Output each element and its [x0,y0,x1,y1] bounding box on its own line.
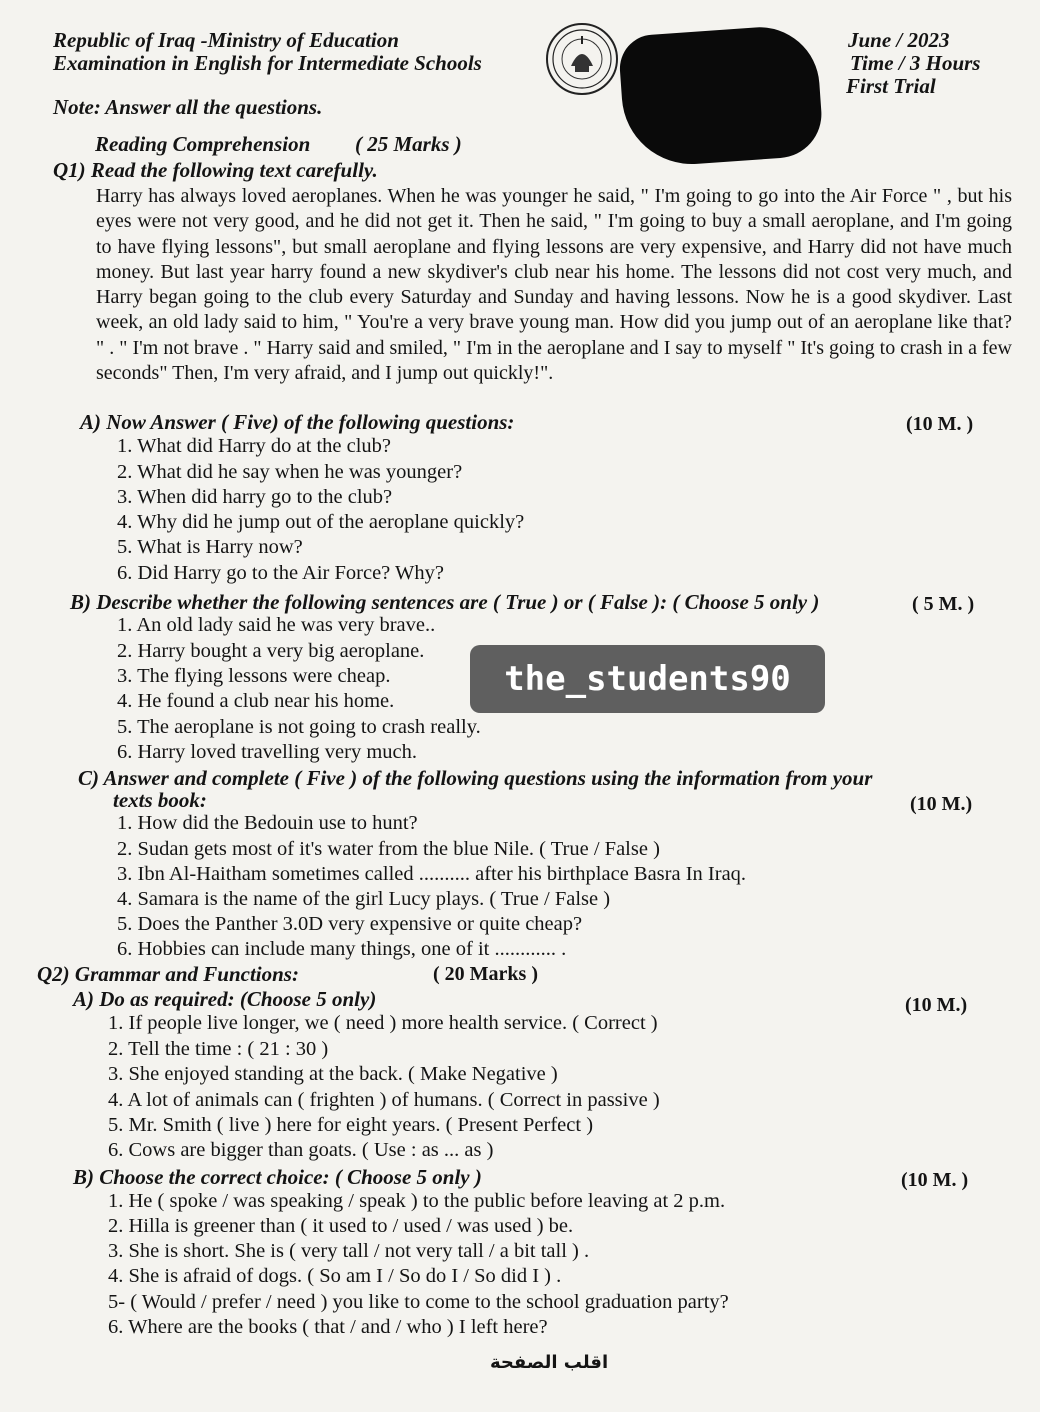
list-item: 1. He ( spoke / was speaking / speak ) to the public before leaving at 2 p.m. [108,1190,726,1212]
list-item: 3. She is short. She is ( very tall / not very tall / a bit tall ) . [108,1240,590,1262]
turn-page-note: اقلب الصفحة [490,1352,609,1373]
list-item: 3. The flying lessons were cheap. [117,665,391,687]
list-item: 1. If people live longer, we ( need ) more health service. ( Correct ) [108,1012,658,1034]
list-item: 4. He found a club near his home. [117,690,395,712]
list-item: 2. What did he say when he was younger? [117,461,463,483]
watermark-label: the_students90 [470,645,825,713]
section-c-marks: (10 M.) [910,793,973,815]
q2-a-title: A) Do as required: (Choose 5 only) [73,987,377,1011]
section-a-title: A) Now Answer ( Five) of the following questions: [80,410,515,434]
list-item: 1. What did Harry do at the club? [117,435,392,457]
list-item: 4. Samara is the name of the girl Lucy plays. ( True / False ) [117,888,611,910]
q2-b-marks: (10 M. ) [901,1169,969,1191]
redaction-mark [618,23,825,168]
list-item: 2. Tell the time : ( 21 : 30 ) [108,1038,329,1060]
list-item: 5. The aeroplane is not going to crash really. [117,716,481,738]
header-trial: First Trial [846,74,936,98]
q2-title: Q2) Grammar and Functions: [37,962,299,986]
list-item: 6. Harry loved travelling very much. [117,741,418,763]
q2-a-marks: (10 M.) [905,994,968,1016]
section-a-marks: (10 M. ) [906,413,974,435]
reading-marks: ( 25 Marks ) [355,132,462,156]
q1-label: Q1) Read the following text carefully. [53,158,378,182]
list-item: 1. How did the Bedouin use to hunt? [117,812,418,834]
exam-note: Note: Answer all the questions. [53,95,323,119]
list-item: 3. When did harry go to the club? [117,486,393,508]
q2-b-title: B) Choose the correct choice: ( Choose 5 only ) [73,1165,482,1189]
list-item: 2. Hilla is greener than ( it used to / used / was used ) be. [108,1215,574,1237]
section-c-title: C) Answer and complete ( Five ) of the following questions using the information from your [78,766,873,790]
list-item: 6. Where are the books ( that / and / who ) I left here? [108,1316,548,1338]
list-item: 5. Mr. Smith ( live ) here for eight years. ( Present Perfect ) [108,1114,594,1136]
list-item: 4. Why did he jump out of the aeroplane quickly? [117,511,525,533]
list-item: 1. An old lady said he was very brave.. [117,614,436,636]
list-item: 5. Does the Panther 3.0D very expensive or quite cheap? [117,913,583,935]
list-item: 4. A lot of animals can ( frighten ) of humans. ( Correct in passive ) [108,1089,660,1111]
list-item: 2. Sudan gets most of it's water from the blue Nile. ( True / False ) [117,838,660,860]
list-item: 6. Hobbies can include many things, one of it ............ . [117,938,567,960]
reading-title: Reading Comprehension [95,132,311,156]
list-item: 2. Harry bought a very big aeroplane. [117,640,425,662]
list-item: 3. Ibn Al-Haitham sometimes called .......... after his birthplace Basra In Iraq. [117,863,747,885]
reading-passage [96,184,1012,386]
list-item: 5. What is Harry now? [117,536,303,558]
header-date: June / 2023 [848,28,950,52]
list-item: 3. She enjoyed standing at the back. ( Make Negative ) [108,1063,558,1085]
header-exam-title: Examination in English for Intermediate Schools [53,51,482,75]
list-item: 5- ( Would / prefer / need ) you like to come to the school graduation party? [108,1291,729,1313]
passage-text: Harry has always loved aeroplanes. When he was younger he said, " I'm going to go into the Air Force " , but his eyes were not very good, and he did not get it. Then he said, " I'm going to buy a small aeroplane, and I'm going to have flying lessons", but small aeroplane and flying lessons are very expensive, and Harry did not have much money. But last year harry found a new skydiver's club near his home. The lessons did not cost very much, and Harry began going to the club every Saturday and Sunday and having lessons. Now he is a good skydiver. Last week, an old lady said to him, " You're a very brave young man. How did you jump out of an aeroplane like that? " . " I'm not brave . " Harry said and smiled, " I'm in the aeroplane and I say to myself " It's going to crash in a few seconds" Then, I'm very afraid, and I jump out quickly!". [96,185,1012,385]
ministry-seal-icon [545,22,619,96]
list-item: 6. Cows are bigger than goats. ( Use : as ... as ) [108,1139,494,1161]
q2-marks: ( 20 Marks ) [433,963,538,985]
section-c-title-cont: texts book: [113,788,207,812]
list-item: 4. She is afraid of dogs. ( So am I / So do I / So did I ) . [108,1265,562,1287]
header-ministry: Republic of Iraq -Ministry of Education [53,28,399,52]
section-b-title: B) Describe whether the following sentences are ( True ) or ( False ): ( Choose 5 only ) [70,590,820,614]
list-item: 6. Did Harry go to the Air Force? Why? [117,562,444,584]
section-b-marks: ( 5 M. ) [912,593,975,615]
header-time: Time / 3 Hours [850,51,981,75]
